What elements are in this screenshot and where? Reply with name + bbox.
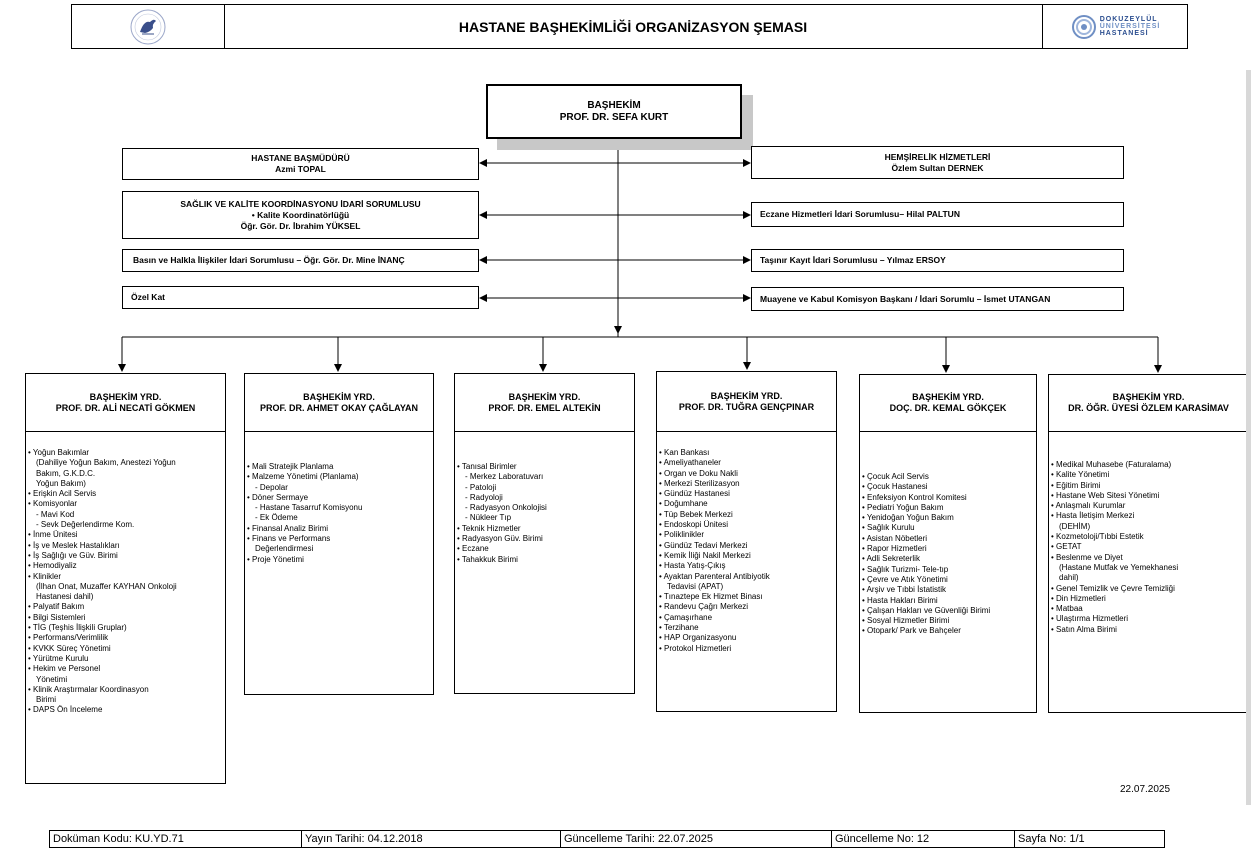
deputy-name: PROF. DR. AHMET OKAY ÇAĞLAYAN <box>259 402 419 413</box>
staff-quality-coordination: SAĞLIK VE KALİTE KOORDİNASYONU İDARİ SORUMLUSU • Kalite Koordinatörlüğü Öğr. Gör. Dr. İbrahim YÜKSEL <box>122 191 479 239</box>
responsibility-item: - Depolar <box>255 482 288 492</box>
deputy-responsibilities-4 <box>656 431 837 712</box>
responsibility-item: • Çocuk Acil Servis <box>862 472 1034 482</box>
responsibility-item: • Performans/Verimlilik <box>28 633 223 643</box>
deputy-name: DOÇ. DR. KEMAL GÖKÇEK <box>889 403 1007 413</box>
responsibility-item: • DAPS Ön İnceleme <box>28 705 223 715</box>
deputy-header-6 <box>1048 374 1249 432</box>
deputy-name: PROF. DR. EMEL ALTEKİN <box>488 402 601 413</box>
responsibility-item: • Medikal Muhasebe (Faturalama) <box>1051 460 1246 470</box>
responsibility-item: • Ulaştırma Hizmetleri <box>1051 614 1246 624</box>
footer-publish-date: Yayın Tarihi: 04.12.2018 <box>302 831 561 847</box>
deputy-responsibilities-2 <box>244 431 434 695</box>
responsibility-item: • Terzihane <box>659 623 834 633</box>
responsibility-item: - Nükleer Tıp <box>465 513 512 523</box>
responsibility-item: • KVKK Süreç Yönetimi <box>28 644 223 654</box>
chief-title: BAŞHEKİM <box>587 99 641 111</box>
staff-inspection-commission: Muayene ve Kabul Komisyon Başkanı / İdari Sorumlu – İsmet UTANGAN <box>751 287 1124 311</box>
responsibility-item: • Satın Alma Birimi <box>1051 625 1246 635</box>
footer-page-no: Sayfa No: 1/1 <box>1018 833 1085 845</box>
responsibility-item: • Mali Stratejik Planlama <box>247 462 431 472</box>
responsibility-item: • Din Hizmetleri <box>1051 594 1246 604</box>
responsibility-item: • Çalışan Hakları ve Güvenliği Birimi <box>862 606 1034 616</box>
deputy-title: BAŞHEKİM YRD. <box>1112 392 1185 402</box>
responsibility-item: • Sağlık Turizmi- Tele-tıp <box>862 565 1034 575</box>
chief-name: PROF. DR. SEFA KURT <box>559 111 669 123</box>
deputy-title: BAŞHEKİM YRD. <box>89 391 162 402</box>
responsibility-item: - Hastane Tasarruf Komisyonu <box>255 503 363 513</box>
staff-hospital-manager: HASTANE BAŞMÜDÜRÜ Azmi TOPAL <box>122 148 479 180</box>
deputy-header-3 <box>454 373 635 432</box>
responsibility-item: • Radyasyon Güv. Birimi <box>457 534 632 544</box>
responsibility-item: • İş Sağlığı ve Güv. Birimi <box>28 551 223 561</box>
deputy-name: PROF. DR. ALİ NECATİ GÖKMEN <box>55 402 196 413</box>
responsibility-item: • Rapor Hizmetleri <box>862 544 1034 554</box>
responsibility-item: • Hasta Yatış-Çıkış <box>659 561 834 571</box>
responsibility-item: • Finans ve Performans <box>247 534 431 544</box>
responsibility-item: - Radyasyon Onkolojisi <box>465 503 547 513</box>
responsibility-item: Hastanesi dahil) <box>36 592 94 602</box>
deputy-header-4 <box>656 371 837 432</box>
footer-update-no: Güncelleme No: 12 <box>832 831 1015 847</box>
responsibility-item: • Hasta Hakları Birimi <box>862 596 1034 606</box>
page-title: HASTANE BAŞHEKİMLİĞİ ORGANİZASYON ŞEMASI <box>458 18 808 35</box>
deputy-title: BAŞHEKİM YRD. <box>508 391 581 402</box>
deputy-header-5 <box>859 374 1037 432</box>
responsibility-item: • TİG (Teşhis İlişkili Gruplar) <box>28 623 223 633</box>
responsibility-item: • Eğitim Birimi <box>1051 481 1246 491</box>
responsibility-item: Bakım, G.K.D.C. <box>36 468 96 478</box>
responsibility-item: • Proje Yönetimi <box>247 555 431 565</box>
responsibility-item: • Gündüz Hastanesi <box>659 489 834 499</box>
responsibility-item: • Çamaşırhane <box>659 613 834 623</box>
responsibility-item: • Hekim ve Personel <box>28 664 223 674</box>
responsibility-item: • Finansal Analiz Birimi <box>247 524 431 534</box>
responsibility-item: • Gündüz Tedavi Merkezi <box>659 541 834 551</box>
responsibility-item: - Mavi Kod <box>36 509 75 519</box>
responsibility-item: • HAP Organizasyonu <box>659 633 834 643</box>
deputy-header-2 <box>244 373 434 432</box>
deputy-name: DR. ÖĞR. ÜYESİ ÖZLEM KARASİMAV <box>1068 403 1229 413</box>
responsibility-item: • GETAT <box>1051 542 1246 552</box>
responsibility-item: • Klinikler <box>28 572 223 582</box>
staff-nursing-services: HEMŞİRELİK HİZMETLERİ Özlem Sultan DERNEK <box>751 146 1124 179</box>
staff-inventory: Taşınır Kayıt İdari Sorumlusu – Yılmaz ERSOY <box>751 249 1124 272</box>
deputy-title: BAŞHEKİM YRD. <box>912 392 984 402</box>
deputy-header-1 <box>25 373 226 432</box>
responsibility-item: • Kalite Yönetimi <box>1051 470 1246 480</box>
responsibility-item: - Merkez Laboratuvarı <box>465 472 544 482</box>
staff-private-floor: Özel Kat <box>122 286 479 309</box>
responsibility-item: Yoğun Bakım) <box>36 478 86 488</box>
responsibility-item: • Beslenme ve Diyet <box>1051 553 1246 563</box>
responsibility-item: • Tahakkuk Birimi <box>457 555 632 565</box>
deputy-responsibilities-6 <box>1048 431 1249 713</box>
deputy-responsibilities-1 <box>25 431 226 784</box>
responsibility-item: • İş ve Meslek Hastalıkları <box>28 541 223 551</box>
responsibility-item: • Ayaktan Parenteral Antibiyotik <box>659 572 834 582</box>
responsibility-item: • Organ ve Doku Nakli <box>659 469 834 479</box>
responsibility-item: • Otopark/ Park ve Bahçeler <box>862 626 1034 636</box>
responsibility-item: Birimi <box>36 695 56 705</box>
responsibility-item: • Yürütme Kurulu <box>28 654 223 664</box>
responsibility-item: • Kan Bankası <box>659 448 834 458</box>
responsibility-item: Değerlendirmesi <box>255 544 314 554</box>
footer-doc-code: Doküman Kodu: KU.YD.71 <box>50 831 302 847</box>
responsibility-item: • Hasta İletişim Merkezi <box>1051 511 1246 521</box>
responsibility-item: - Patoloji <box>465 482 497 492</box>
document-footer <box>49 830 1165 848</box>
staff-pharmacy: Eczane Hizmetleri İdari Sorumlusu– Hilal PALTUN <box>751 202 1124 227</box>
responsibility-item: • Doğumhane <box>659 499 834 509</box>
responsibility-item: • Komisyonlar <box>28 499 223 509</box>
responsibility-item: - Ek Ödeme <box>255 513 298 523</box>
responsibility-item: • Asistan Nöbetleri <box>862 534 1034 544</box>
responsibility-item: • Protokol Hizmetleri <box>659 644 834 654</box>
deu-logo-text: DOKUZEYLÜL ÜNİVERSİTESİ HASTANESİ <box>1099 16 1161 37</box>
deputy-responsibilities-5 <box>859 431 1037 713</box>
responsibility-item: • Yenidoğan Yoğun Bakım <box>862 513 1034 523</box>
responsibility-item: • Tınaztepe Ek Hizmet Binası <box>659 592 834 602</box>
responsibility-item: • Bilgi Sistemleri <box>28 613 223 623</box>
responsibility-item: • Endoskopi Ünitesi <box>659 520 834 530</box>
responsibility-item: • Hemodiyaliz <box>28 561 223 571</box>
responsibility-item: • Pediatri Yoğun Bakım <box>862 503 1034 513</box>
responsibility-item: • Sağlık Kurulu <box>862 523 1034 533</box>
responsibility-item: - Sevk Değerlendirme Kom. <box>36 520 135 530</box>
responsibility-item: • Tüp Bebek Merkezi <box>659 510 834 520</box>
deputy-name: PROF. DR. TUĞRA GENÇPINAR <box>678 401 815 412</box>
responsibility-item: • İnme Ünitesi <box>28 530 223 540</box>
responsibility-item: (DEHİM) <box>1059 521 1091 531</box>
date-stamp: 22.07.2025 <box>1120 784 1171 795</box>
responsibility-item: • Sosyal Hizmetler Birimi <box>862 616 1034 626</box>
responsibility-item: • Erişkin Acil Servis <box>28 489 223 499</box>
responsibility-item: • Merkezi Sterilizasyon <box>659 479 834 489</box>
chief-physician-box <box>486 84 742 139</box>
responsibility-item: • Döner Sermaye <box>247 493 431 503</box>
responsibility-item: • Klinik Araştırmalar Koordinasyon <box>28 685 223 695</box>
responsibility-item: • Malzeme Yönetimi (Planlama) <box>247 472 431 482</box>
responsibility-item: dahil) <box>1059 573 1079 583</box>
responsibility-item: • Tanısal Birimler <box>457 462 632 472</box>
responsibility-item: • Anlaşmalı Kurumlar <box>1051 501 1246 511</box>
responsibility-item: • Çevre ve Atık Yönetimi <box>862 575 1034 585</box>
responsibility-item: • Poliklinikler <box>659 530 834 540</box>
responsibility-item: • Ameliyathaneler <box>659 458 834 468</box>
responsibility-item: • Hastane Web Sitesi Yönetimi <box>1051 491 1246 501</box>
responsibility-item: • Randevu Çağrı Merkezi <box>659 602 834 612</box>
responsibility-item: (Hastane Mutfak ve Yemekhanesi <box>1059 562 1179 572</box>
footer-update-date: Güncelleme Tarihi: 22.07.2025 <box>561 831 832 847</box>
responsibility-item: • Palyatif Bakım <box>28 602 223 612</box>
responsibility-item: • Kemik İliği Nakil Merkezi <box>659 551 834 561</box>
responsibility-item: • Enfeksiyon Kontrol Komitesi <box>862 493 1034 503</box>
responsibility-item: • Genel Temizlik ve Çevre Temizliği <box>1051 584 1246 594</box>
deputy-responsibilities-3 <box>454 431 635 694</box>
responsibility-item: - Radyoloji <box>465 492 503 502</box>
deputy-title: BAŞHEKİM YRD. <box>303 391 375 402</box>
responsibility-item: • Yoğun Bakımlar <box>28 448 223 458</box>
responsibility-item: • Teknik Hizmetler <box>457 524 632 534</box>
responsibility-item: • Adli Sekreterlik <box>862 554 1034 564</box>
responsibility-item: • Arşiv ve Tıbbi İstatistik <box>862 585 1034 595</box>
responsibility-item: • Kozmetoloji/Tıbbi Estetik <box>1051 532 1246 542</box>
responsibility-item: (İlhan Onat, Muzaffer KAYHAN Onkoloji <box>36 581 177 591</box>
responsibility-item: • Matbaa <box>1051 604 1246 614</box>
responsibility-item: • Çocuk Hastanesi <box>862 482 1034 492</box>
deputy-title: BAŞHEKİM YRD. <box>710 390 783 401</box>
responsibility-item: (Dahiliye Yoğun Bakım, Anestezi Yoğun <box>36 458 176 468</box>
page-edge-bar <box>1246 70 1251 805</box>
responsibility-item: • Eczane <box>457 544 632 554</box>
staff-public-relations: Basın ve Halkla İlişkiler İdari Sorumlusu – Öğr. Gör. Dr. Mine İNANÇ <box>122 249 479 272</box>
responsibility-item: Yönetimi <box>36 674 68 684</box>
responsibility-item: Tedavisi (APAT) <box>667 581 724 591</box>
